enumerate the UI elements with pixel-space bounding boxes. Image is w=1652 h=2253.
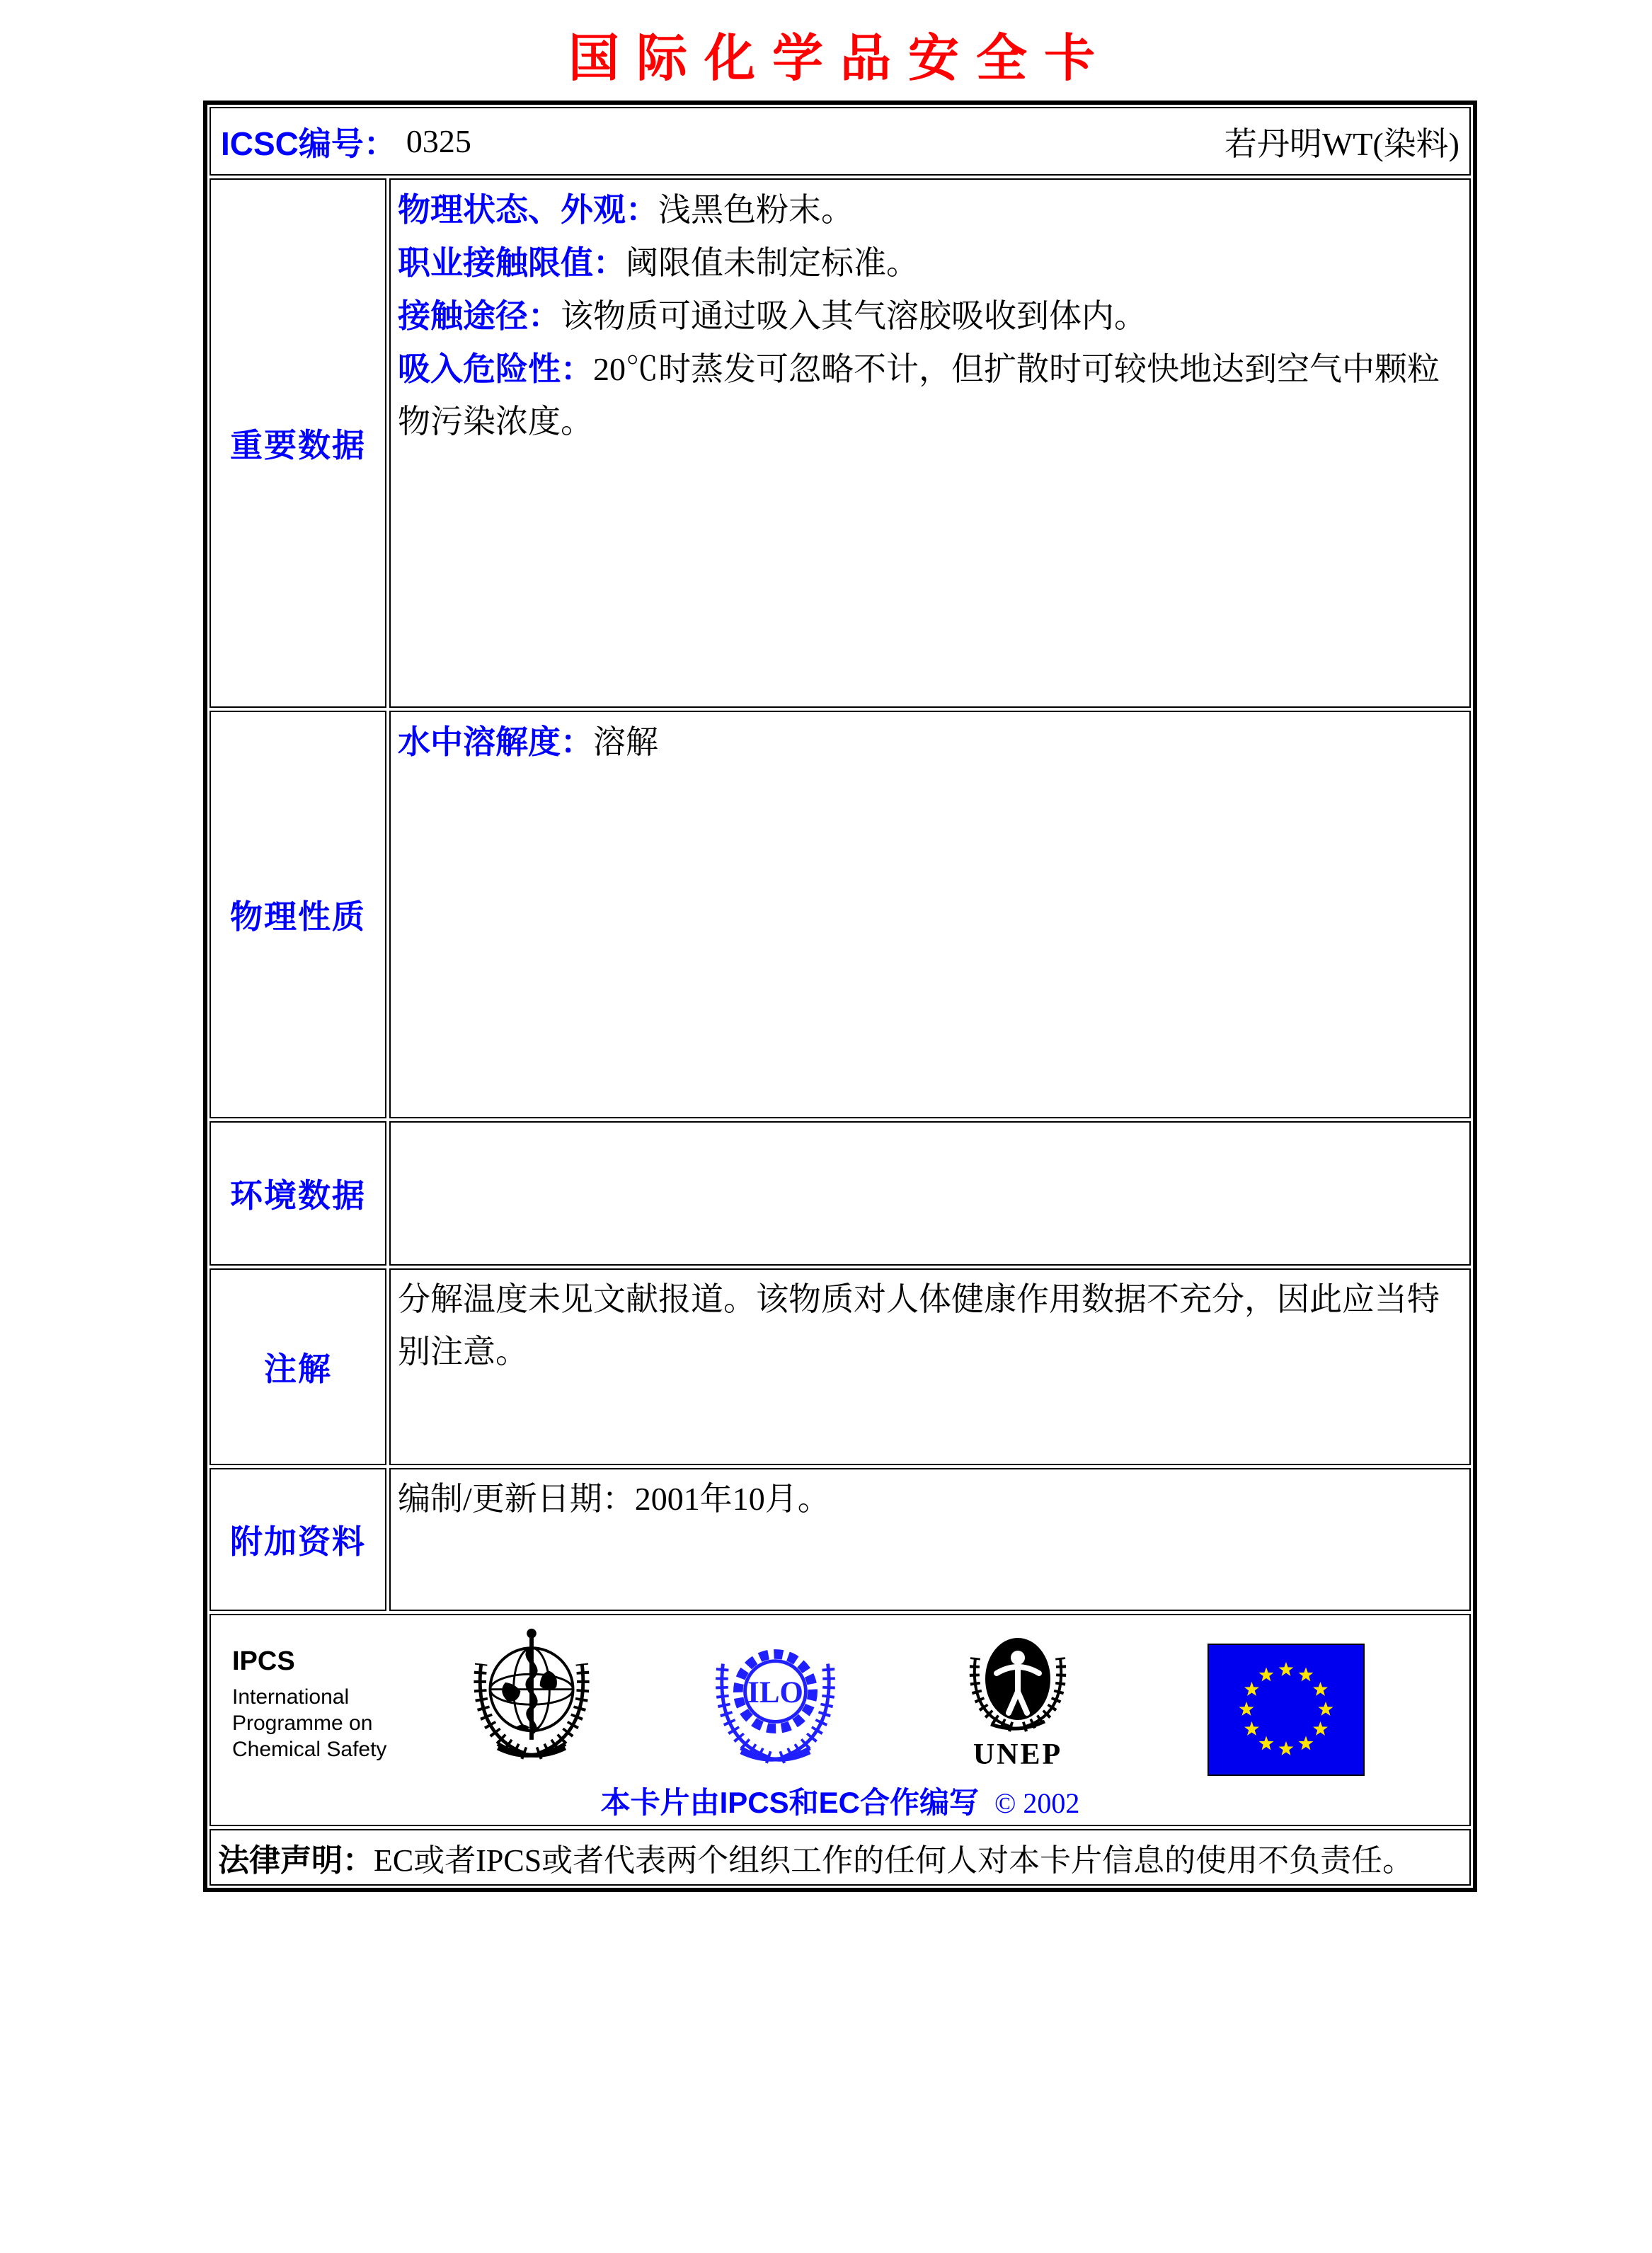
row-label-cell (210, 1121, 386, 1266)
who-logo-icon (464, 1624, 599, 1765)
legal-label: 法律声明： (218, 1843, 374, 1878)
field-key: 职业接触限值： (398, 244, 626, 281)
field-key: 物理状态、外观： (398, 191, 658, 228)
ilo-text: ILO (747, 1676, 803, 1710)
caption-copyright: © 2002 (994, 1787, 1080, 1819)
ipcs-line: Chemical Safety (232, 1738, 387, 1761)
row-environmental-data (210, 1121, 1471, 1266)
row-important-data (210, 178, 1471, 708)
row-label-cell (210, 178, 386, 708)
row-label-physical-properties: 物理性质 (230, 898, 366, 935)
legal-cell (210, 1829, 1471, 1886)
field-occupational-limit (398, 236, 1462, 289)
unep-logo-icon (954, 1627, 1082, 1733)
icsc-card-table (203, 101, 1477, 1892)
logos-caption (211, 1779, 1469, 1822)
ipcs-line: Programme on (232, 1712, 373, 1735)
caption-text: 本卡片由IPCS和EC合作编写 (600, 1786, 979, 1819)
row-label-cell (210, 1268, 386, 1465)
unep-logo-block (954, 1627, 1082, 1772)
notes-content (389, 1268, 1471, 1465)
field-key: 水中溶解度： (398, 723, 593, 760)
field-key: 编制/更新日期： (398, 1481, 635, 1517)
field-value: 20℃时蒸发可忽略不计，但扩散时可较快地达到空气中颗粒物污染浓度。 (398, 351, 1440, 440)
header-cell (210, 107, 1471, 176)
ilo-logo-icon (706, 1622, 844, 1764)
field-inhalation-risk (398, 343, 1462, 448)
field-update-date (398, 1473, 1462, 1525)
field-value: 溶解 (593, 724, 658, 760)
unep-text: UNEP (973, 1738, 1063, 1771)
substance-name: 若丹明WT(染料) (1224, 125, 1459, 162)
ipcs-acronym: IPCS (232, 1646, 295, 1676)
row-label-notes: 注解 (264, 1351, 332, 1387)
row-label-additional-info: 附加资料 (230, 1523, 366, 1560)
row-label-cell (210, 711, 386, 1118)
important-data-content (389, 178, 1471, 708)
field-value: 2001年10月。 (634, 1481, 830, 1517)
row-notes (210, 1268, 1471, 1465)
physical-properties-content (389, 711, 1471, 1118)
row-physical-properties (210, 711, 1471, 1118)
field-key: 接触途径： (398, 297, 561, 334)
icsc-number-value: 0325 (406, 123, 471, 159)
logos-cell (210, 1614, 1471, 1826)
field-water-solubility (398, 716, 1462, 769)
row-legal (210, 1829, 1471, 1886)
page-title: 国际化学品安全卡 (568, 30, 1112, 87)
environmental-data-content (389, 1121, 1471, 1266)
row-label-cell (210, 1468, 386, 1611)
field-physical-state (398, 183, 1462, 236)
ipcs-line: International (232, 1685, 350, 1709)
field-key: 吸入危险性： (398, 350, 593, 387)
additional-info-content (389, 1468, 1471, 1611)
notes-text (398, 1273, 1462, 1378)
field-exposure-route (398, 289, 1462, 343)
eu-flag-icon (1208, 1644, 1365, 1776)
field-value: 阈限值未制定标准。 (626, 245, 919, 281)
icsc-number-label: ICSC编号： (221, 125, 396, 162)
field-value: 分解温度未见文献报道。该物质对人体健康作用数据不充分，因此应当特别注意。 (398, 1281, 1440, 1370)
row-logos (210, 1614, 1471, 1826)
legal-text: EC或者IPCS或者代表两个组织工作的任何人对本卡片信息的使用不负责任。 (374, 1843, 1414, 1878)
header-row (210, 107, 1471, 176)
icsc-number-group (221, 118, 471, 165)
row-additional-info (210, 1468, 1471, 1611)
field-value: 该物质可通过吸入其气溶胶吸收到体内。 (561, 298, 1147, 334)
row-label-environmental-data: 环境数据 (230, 1177, 366, 1214)
ipcs-text-block (232, 1646, 386, 1762)
field-value: 浅黑色粉末。 (658, 192, 854, 228)
row-label-important-data: 重要数据 (230, 427, 366, 464)
